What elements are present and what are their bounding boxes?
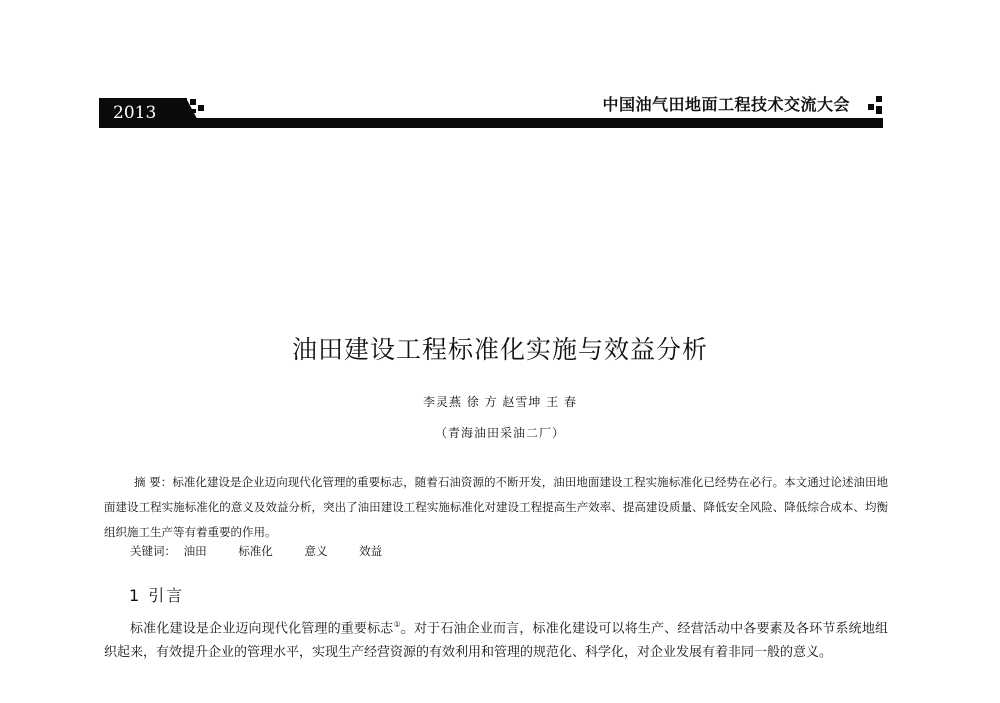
section-heading-introduction: 1 引言 bbox=[129, 586, 185, 605]
keyword-item: 意义 bbox=[304, 544, 328, 558]
keywords-label: 关键词： bbox=[130, 544, 176, 558]
keyword-item: 油田 bbox=[183, 544, 207, 558]
introduction-paragraph bbox=[104, 613, 888, 665]
intro-text-part1: 标准化建设是企业迈向现代化管理的重要标志 bbox=[130, 621, 394, 637]
paper-title: 油田建设工程标准化实施与效益分析 bbox=[291, 335, 708, 364]
author-list: 李灵燕 徐 方 赵雪坤 王 春 bbox=[422, 395, 578, 409]
header-square-deco-icon bbox=[190, 99, 206, 115]
intro-text-part2: 。对于石油企业而言，标准化建设可以将生产、经营活动中各要素及各环节系统地组织起来，有效提升企业的管理水平，实现生产经营资源的有效利用和管理的规范化、科学化，对企业发展有着非同一般的意义。 bbox=[104, 621, 888, 661]
header-bar bbox=[99, 118, 883, 128]
keyword-item: 效益 bbox=[359, 544, 383, 558]
keyword-item: 标准化 bbox=[238, 544, 273, 558]
footnote-marker[interactable]: ① bbox=[393, 620, 401, 629]
conference-title: 中国油气田地面工程技术交流大会 bbox=[602, 95, 850, 114]
year-label: 2013 bbox=[99, 98, 187, 128]
abstract-paragraph: 摘 要：标准化建设是企业迈向现代化管理的重要标志，随着石油资源的不断开发，油田地面建设工程实施标准化已经势在必行。本文通过论述油田地面建设工程实施标准化的意义及效益分析，突出了油田建设工程实施标准化对建设工程提高生产效率、提高建设质量、降低安全风险、降低综合成本、均衡组织施工生产等有着重要的作用。 bbox=[104, 475, 888, 539]
author-affiliation: （青海油田采油二厂） bbox=[434, 426, 565, 440]
conference-square-deco-icon bbox=[866, 96, 884, 116]
keywords-line bbox=[130, 543, 410, 559]
